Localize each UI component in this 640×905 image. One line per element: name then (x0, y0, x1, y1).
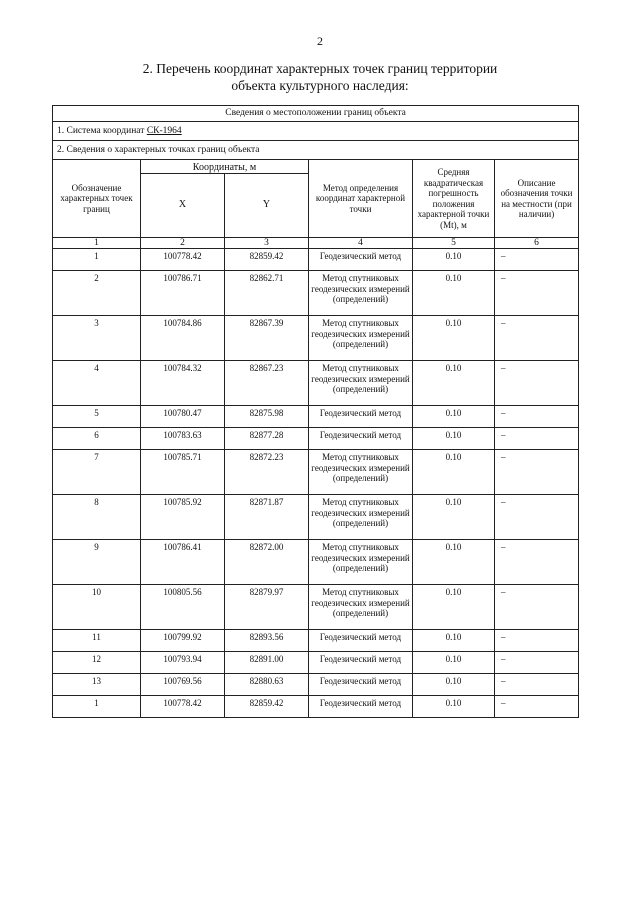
error-cell: 0.10 (413, 630, 495, 652)
table-row (53, 585, 579, 630)
error-cell: 0.10 (413, 361, 495, 406)
coordinate-system-row (53, 122, 579, 141)
points-section-label: 2. Сведения о характерных точках границ объекта (53, 141, 579, 160)
error-cell: 0.10 (413, 652, 495, 674)
table-row (53, 428, 579, 450)
description-cell: – (495, 361, 579, 406)
x-coordinate-cell: 100784.32 (141, 361, 225, 406)
y-coordinate-cell: 82877.28 (225, 428, 309, 450)
y-coordinate-cell: 82893.56 (225, 630, 309, 652)
method-cell: Геодезический метод (309, 630, 413, 652)
x-coordinate-cell: 100786.41 (141, 540, 225, 585)
y-coordinate-cell: 82872.00 (225, 540, 309, 585)
description-cell: – (495, 316, 579, 361)
x-coordinate-cell: 100778.42 (141, 249, 225, 271)
table-row (53, 696, 579, 718)
column-number: 6 (495, 238, 579, 249)
header-method: Метод определения координат характерной точки (309, 160, 413, 238)
table-row (53, 406, 579, 428)
error-cell: 0.10 (413, 450, 495, 495)
table-row (53, 674, 579, 696)
method-cell: Метод спутниковых геодезических измерений (определений) (309, 361, 413, 406)
page-heading (40, 60, 600, 94)
error-cell: 0.10 (413, 249, 495, 271)
method-cell: Геодезический метод (309, 652, 413, 674)
error-cell: 0.10 (413, 674, 495, 696)
description-cell: – (495, 540, 579, 585)
x-coordinate-cell: 100805.56 (141, 585, 225, 630)
error-cell: 0.10 (413, 540, 495, 585)
point-cell: 6 (53, 428, 141, 450)
x-coordinate-cell: 100785.92 (141, 495, 225, 540)
coordinate-system-label: 1. Система координат (57, 125, 145, 136)
point-cell: 2 (53, 271, 141, 316)
page-number: 2 (317, 34, 323, 48)
x-coordinate-cell: 100793.94 (141, 652, 225, 674)
description-cell: – (495, 652, 579, 674)
point-cell: 1 (53, 696, 141, 718)
x-coordinate-cell: 100778.42 (141, 696, 225, 718)
header-description: Описание обозначения точки на местности (при наличии) (495, 160, 579, 238)
point-cell: 10 (53, 585, 141, 630)
y-coordinate-cell: 82880.63 (225, 674, 309, 696)
y-coordinate-cell: 82859.42 (225, 696, 309, 718)
error-cell: 0.10 (413, 406, 495, 428)
method-cell: Геодезический метод (309, 406, 413, 428)
method-cell: Геодезический метод (309, 249, 413, 271)
table-row (53, 249, 579, 271)
column-number: 4 (309, 238, 413, 249)
table-title: Сведения о местоположении границ объекта (53, 106, 579, 122)
point-cell: 5 (53, 406, 141, 428)
x-coordinate-cell: 100783.63 (141, 428, 225, 450)
description-cell: – (495, 630, 579, 652)
method-cell: Геодезический метод (309, 696, 413, 718)
column-number: 2 (141, 238, 225, 249)
error-cell: 0.10 (413, 696, 495, 718)
error-cell: 0.10 (413, 585, 495, 630)
y-coordinate-cell: 82867.39 (225, 316, 309, 361)
method-cell: Метод спутниковых геодезических измерений (определений) (309, 450, 413, 495)
x-coordinate-cell: 100769.56 (141, 674, 225, 696)
x-coordinate-cell: 100786.71 (141, 271, 225, 316)
table-row (53, 450, 579, 495)
method-cell: Метод спутниковых геодезических измерений (определений) (309, 495, 413, 540)
table-row (53, 271, 579, 316)
description-cell: – (495, 406, 579, 428)
point-cell: 1 (53, 249, 141, 271)
method-cell: Геодезический метод (309, 428, 413, 450)
table-row (53, 652, 579, 674)
y-coordinate-cell: 82879.97 (225, 585, 309, 630)
y-coordinate-cell: 82875.98 (225, 406, 309, 428)
error-cell: 0.10 (413, 495, 495, 540)
header-point-designation: Обозначение характерных точек границ (53, 160, 141, 238)
coordinates-table-container (52, 105, 578, 718)
table-row (53, 540, 579, 585)
table-row (53, 630, 579, 652)
error-cell: 0.10 (413, 428, 495, 450)
y-coordinate-cell: 82872.23 (225, 450, 309, 495)
table-body (53, 249, 579, 718)
heading-line-1: 2. Перечень координат характерных точек границ территории (142, 61, 498, 76)
x-coordinate-cell: 100785.71 (141, 450, 225, 495)
description-cell: – (495, 674, 579, 696)
y-coordinate-cell: 82867.23 (225, 361, 309, 406)
point-cell: 11 (53, 630, 141, 652)
description-cell: – (495, 585, 579, 630)
coordinates-table (52, 105, 579, 718)
error-cell: 0.10 (413, 271, 495, 316)
column-number: 5 (413, 238, 495, 249)
header-error: Средняя квадратическая погрешность положения характерной точки (Mt), м (413, 160, 495, 238)
error-cell: 0.10 (413, 316, 495, 361)
header-coordinates: Координаты, м (141, 160, 309, 174)
description-cell: – (495, 271, 579, 316)
y-coordinate-cell: 82891.00 (225, 652, 309, 674)
column-number: 3 (225, 238, 309, 249)
method-cell: Геодезический метод (309, 674, 413, 696)
point-cell: 8 (53, 495, 141, 540)
point-cell: 4 (53, 361, 141, 406)
method-cell: Метод спутниковых геодезических измерений (определений) (309, 316, 413, 361)
description-cell: – (495, 450, 579, 495)
point-cell: 3 (53, 316, 141, 361)
point-cell: 12 (53, 652, 141, 674)
point-cell: 9 (53, 540, 141, 585)
header-y: Y (225, 174, 309, 238)
description-cell: – (495, 696, 579, 718)
header-x: X (141, 174, 225, 238)
table-row (53, 316, 579, 361)
description-cell: – (495, 428, 579, 450)
method-cell: Метод спутниковых геодезических измерений (определений) (309, 271, 413, 316)
x-coordinate-cell: 100799.92 (141, 630, 225, 652)
method-cell: Метод спутниковых геодезических измерений (определений) (309, 540, 413, 585)
y-coordinate-cell: 82859.42 (225, 249, 309, 271)
point-cell: 7 (53, 450, 141, 495)
y-coordinate-cell: 82862.71 (225, 271, 309, 316)
table-row (53, 495, 579, 540)
coordinate-system-value: СК-1964 (146, 125, 182, 136)
y-coordinate-cell: 82871.87 (225, 495, 309, 540)
method-cell: Метод спутниковых геодезических измерений (определений) (309, 585, 413, 630)
heading-line-2: объекта культурного наследия: (231, 78, 409, 93)
description-cell: – (495, 249, 579, 271)
description-cell: – (495, 495, 579, 540)
x-coordinate-cell: 100780.47 (141, 406, 225, 428)
column-number: 1 (53, 238, 141, 249)
point-cell: 13 (53, 674, 141, 696)
table-row (53, 361, 579, 406)
x-coordinate-cell: 100784.86 (141, 316, 225, 361)
